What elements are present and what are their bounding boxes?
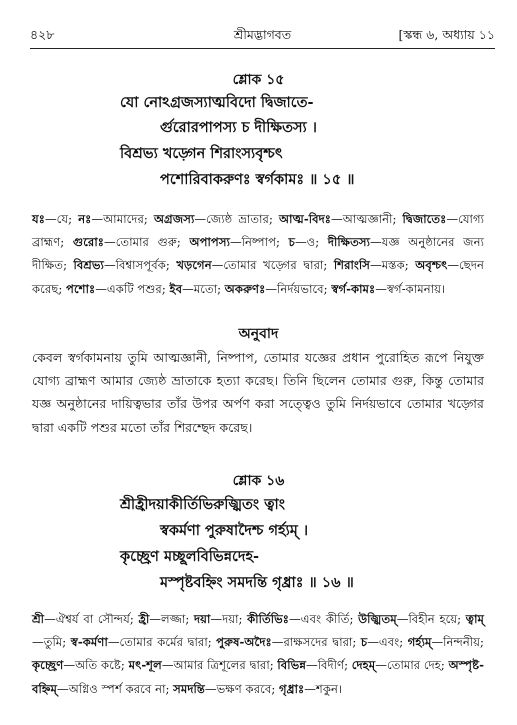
synonym-meaning: এবং; xyxy=(378,635,408,650)
verse-15-line-4: পশোরিবাকরুণঃ স্বর্গকামঃ ॥ ১৫ ॥ xyxy=(160,171,355,188)
synonym-meaning: শকুন। xyxy=(315,681,343,696)
verse-16-line-1: শ্রীহ্রীদয়াকীর্তিভিরুজ্ঝিতং ত্বাং xyxy=(120,496,285,513)
synonym-meaning: রাক্ষসদের দ্বারা; xyxy=(283,635,361,650)
synonym-meaning: আত্মজ্ঞানী; xyxy=(342,212,403,226)
verse-15-heading: শ্লোক ১৫ xyxy=(232,72,285,88)
synonym-meaning: দয়া; xyxy=(222,612,248,626)
verse-15-synonyms: যঃ—যে; নঃ—আমাদের; অগ্রজস্য—জ্যেষ্ঠ ভ্রাতার; আত্ম-বিদঃ—আত্মজ্ঞানী; দ্বিজাতেঃ—যোগ্য ব্রাহ্মণ; গুরোঃ—তোমার গুরু; অপাপস্য—নিষ্পাপ; চ—ও; দীক্ষিতস্য—যজ্ঞ অনুষ্ঠানের জন্য দীক্ষিত; বিশ্রভ্য—বিশ্বাসপূর্বক; খড়গেন—তোমার খড়্গের দ্বারা; শিরাংসি—মস্তক; অবৃশ্চৎ—ছেদন করেছ; পশোঃ—একটি পশুর; ইব—মতো; অকরুণঃ—নির্দয়ভাবে; স্বর্গ-কামঃ—স্বর্গ-কামনায়। xyxy=(32,212,484,296)
synonym-meaning: তুমি; xyxy=(43,635,71,650)
synonym-meaning: মস্তক; xyxy=(381,258,416,273)
synonym-word: দীক্ষিতস্য xyxy=(327,235,371,250)
verse-16-line-2: স্বকর্মণা পুরুষাদৈশ্চ গর্হ্যম্ । xyxy=(160,522,309,539)
verse-15-line-2: র্গুরোরপাপস্য চ দীক্ষিতস্য । xyxy=(160,119,317,136)
synonym-meaning: যজ্ঞ অনুষ্ঠানের জন্য দীক্ষিত; xyxy=(32,235,484,273)
synonym-word: দেহম্ xyxy=(351,658,376,673)
synonym-word: ইব xyxy=(169,281,183,296)
synonym-word: দ্বিজাতেঃ xyxy=(402,212,447,226)
synonym-word: অবৃশ্চৎ xyxy=(415,258,448,273)
synonym-meaning: বিশ্বাসপূর্বক; xyxy=(115,258,177,273)
verse-15-line-3: বিশ্রভ্য খড়্গেন শিরাংস্যবৃশ্চৎ xyxy=(120,145,283,162)
synonym-meaning: ঐশ্বর্য বা সৌন্দর্য; xyxy=(55,612,139,626)
synonym-word: নঃ xyxy=(78,212,92,226)
verse-16-synonyms: শ্রী—ঐশ্বর্য বা সৌন্দর্য; হ্রী—লজ্জা; দয়া—দয়া; কীর্তিভিঃ—এবং কীর্তি; উজ্ঝিতম্—বিহীন হয়ে; ত্বাম্—তুমি; স্ব-কর্মণা—তোমার কর্মের দ্বারা; পুরুষ-অদৈঃ—রাক্ষসদের দ্বারা; চ—এবং; গর্হ্যম্—নিন্দনীয়; কৃচ্ছ্রেণ—অতি কষ্টে; মৎ-শূল—আমার ত্রিশূলের দ্বারা; বিভিন্ন—বিদীর্ণ; দেহম্—তোমার দেহ; অস্পৃষ্ট-বহ্নিম্—অগ্নিও স্পর্শ করবে না; সমদন্তি—ভক্ষণ করবে; গৃধ্রাঃ—শকুন। xyxy=(32,612,484,696)
running-title: শ্রীমদ্ভাগবত xyxy=(233,27,292,42)
synonym-word: অকরুণঃ xyxy=(224,281,266,296)
synonym-word: ত্বাম্ xyxy=(465,612,484,626)
synonym-meaning: যে; xyxy=(56,212,79,226)
synonym-meaning: অগ্নিও স্পর্শ করবে না; xyxy=(68,681,174,696)
synonym-word: মৎ-শূল xyxy=(128,658,162,673)
synonym-word: সমদন্তি xyxy=(173,681,205,696)
synonym-word: খড়গেন xyxy=(176,258,212,273)
verse-16-heading: শ্লোক ১৬ xyxy=(232,473,285,489)
verse-15-translation: কেবল স্বর্গকামনায় তুমি আত্মজ্ঞানী, নিষ্পাপ, তোমার যজ্ঞের প্রধান পুরোহিত রূপে নিযুক্ত যোগ্য ব্রাহ্মণ আমার জ্যেষ্ঠ ভ্রাতাকে হত্যা করেছ। তিনি ছিলেন তোমার গুরু, কিন্তু তোমার যজ্ঞ অনুষ্ঠানের দায়িত্বভার তাঁর উপর অর্পণ করা সত্ত্বেও তুমি নির্দয়ভাবে তোমার খড়্গের দ্বারা একটি পশুর মতো তাঁর শিরশ্ছেদ করেছ। xyxy=(32,350,484,435)
synonym-meaning: মতো; xyxy=(193,281,225,296)
synonym-meaning: বিদীর্ণ; xyxy=(317,658,352,673)
synonym-meaning: ভক্ষণ করবে; xyxy=(216,681,279,696)
synonym-word: চ xyxy=(288,235,295,250)
synonym-meaning: একটি পশুর; xyxy=(106,281,170,296)
synonym-meaning: নিষ্পাপ; xyxy=(241,235,289,250)
synonym-word: যঃ xyxy=(32,212,45,226)
synonym-word: অগ্রজস্য xyxy=(153,212,195,226)
synonym-meaning: যোগ্য ব্রাহ্মণ; xyxy=(32,212,484,250)
synonym-word: শিরাংসি xyxy=(333,258,370,273)
synonym-meaning: নির্দয়ভাবে; xyxy=(277,281,332,296)
synonym-word: বিশ্রভ্য xyxy=(73,258,104,273)
synonym-meaning: আমার ত্রিশূলের দ্বারা; xyxy=(173,658,278,673)
synonym-word: হ্রী xyxy=(138,612,150,626)
synonym-meaning: আমাদের; xyxy=(103,212,154,226)
synonym-word: গুরোঃ xyxy=(72,235,104,250)
page-header xyxy=(30,27,495,47)
synonym-word: অস্পৃষ্ট-বহ্নিম্ xyxy=(32,658,484,696)
synonym-word: বিভিন্ন xyxy=(277,658,306,673)
synonym-word: কৃচ্ছ্রেণ xyxy=(32,658,64,673)
synonym-word: স্ব-কর্মণা xyxy=(70,635,108,650)
synonym-word: অপাপস্য xyxy=(189,235,230,250)
synonym-word: গৃধ্রাঃ xyxy=(278,681,305,696)
page-number: ৪২৮ xyxy=(30,27,55,42)
synonym-meaning: নিন্দনীয়; xyxy=(443,635,484,650)
synonym-word: উজ্ঝিতম্ xyxy=(358,612,397,626)
verse-15-line-1: যো নোঽগ্রজস্যাত্মবিদো দ্বিজাতে- xyxy=(120,94,314,111)
synonym-meaning: লজ্জা; xyxy=(160,612,194,626)
synonym-meaning: ও; xyxy=(306,235,328,250)
synonym-word: শ্রী xyxy=(32,612,45,626)
synonym-meaning: ছেদন করেছ; xyxy=(32,258,484,296)
synonym-word: দয়া xyxy=(193,612,211,626)
synonym-word: পুরুষ-অদৈঃ xyxy=(216,635,272,650)
synonym-meaning: জ্যেষ্ঠ ভ্রাতার; xyxy=(206,212,280,226)
synonym-word: স্বর্গ-কামঃ xyxy=(331,281,376,296)
synonym-meaning: বিহীন হয়ে; xyxy=(408,612,466,626)
synonym-word: চ xyxy=(360,635,368,650)
synonym-meaning: এবং কীর্তি; xyxy=(300,612,359,626)
synonym-word: আত্ম-বিদঃ xyxy=(279,212,331,226)
synonym-meaning: তোমার কর্মের দ্বারা; xyxy=(119,635,217,650)
verse-16-line-3: কৃচ্ছ্রেণ মচ্ছূলবিভিন্নদেহ- xyxy=(120,548,260,565)
synonym-meaning: তোমার খড়্গের দ্বারা; xyxy=(223,258,334,273)
header-rule xyxy=(30,48,495,49)
synonym-word: পশোঃ xyxy=(66,281,96,296)
synonym-word: কীর্তিভিঃ xyxy=(247,612,290,626)
synonym-meaning: স্বর্গ-কামনায়। xyxy=(386,281,446,296)
synonym-meaning: তোমার গুরু; xyxy=(115,235,190,250)
synonym-word: গর্হ্যম্ xyxy=(407,635,432,650)
verse-16-line-4: মস্পৃষ্টবহ্নিং সমদন্তি গৃধ্রাঃ ॥ ১৬ ॥ xyxy=(160,574,354,591)
synonym-meaning: তোমার দেহ; xyxy=(386,658,449,673)
chapter-reference: [স্কন্ধ ৬, অধ্যায় ১১ xyxy=(398,27,495,42)
synonym-meaning: অতি কষ্টে; xyxy=(75,658,129,673)
translation-heading: অনুবাদ xyxy=(238,326,279,342)
